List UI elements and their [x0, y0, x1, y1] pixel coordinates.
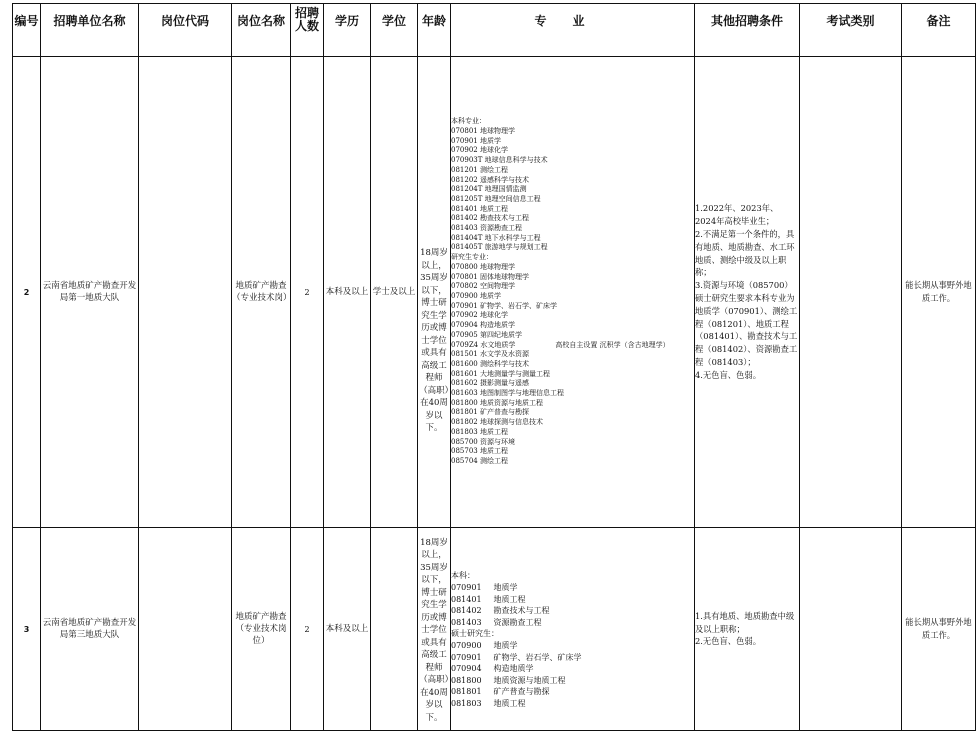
- row-major: [451, 57, 695, 528]
- major-name: 大地测量学与测量工程: [477, 369, 550, 378]
- major-item: [451, 224, 694, 234]
- major-name: 构造地质学: [477, 321, 515, 330]
- major-code: 081802: [451, 418, 478, 427]
- major-name: 地质资源与地质工程: [491, 675, 566, 685]
- major-name: 地质工程: [491, 594, 526, 604]
- major-name: 资源与环境: [477, 437, 515, 446]
- major-name: 旅游地学与规划工程: [482, 243, 548, 252]
- major-name: 矿物学、岩石学、矿床学: [477, 301, 557, 310]
- row-remarks: 能长期从事野外地质工作。: [902, 57, 976, 528]
- major-item: [451, 292, 694, 302]
- major-name: 地图制图学与地理信息工程: [477, 389, 564, 398]
- major-item: [451, 321, 694, 331]
- major-item: [451, 698, 694, 710]
- major-name: 地质工程: [491, 698, 526, 708]
- row-exam-type: [800, 57, 902, 528]
- major-name: 矿产普查与勘探: [477, 408, 529, 417]
- major-item: [451, 127, 694, 137]
- major-code: 081403: [451, 617, 482, 627]
- major-name: 地球信息科学与技术: [482, 156, 548, 165]
- major-item: [451, 137, 694, 147]
- table-row: [13, 528, 976, 731]
- major-name: 遥感科学与技术: [477, 175, 529, 184]
- major-name: 水文地质学: [478, 340, 516, 349]
- major-code: 070903T: [451, 156, 483, 165]
- header-degree: 学位: [371, 4, 418, 57]
- major-item: [451, 675, 694, 687]
- major-code: 070901: [451, 583, 482, 593]
- major-item: [451, 253, 694, 263]
- major-code: 070900: [451, 292, 478, 300]
- header-other-conditions: 其他招聘条件: [695, 4, 800, 57]
- row-post-code: [139, 528, 232, 731]
- major-item: [451, 370, 694, 380]
- major-item: [451, 214, 694, 224]
- row-remarks: 能长期从事野外地质工作。: [902, 528, 976, 731]
- major-name: 地质工程: [477, 204, 508, 213]
- header-post-name: 岗位名称: [232, 4, 291, 57]
- row-age: [418, 57, 451, 528]
- major-code: 070902: [451, 146, 478, 155]
- row-age: [418, 528, 451, 731]
- row-other-conditions: [695, 528, 800, 731]
- major-code: 081501: [451, 350, 478, 359]
- major-code: 081201: [451, 165, 478, 174]
- major-code: 081401: [451, 204, 478, 213]
- major-item: [451, 282, 694, 292]
- major-name: 地球物理学: [477, 127, 515, 136]
- major-name: 固体地球物理学: [477, 272, 529, 281]
- row-education: 本科及以上: [324, 57, 371, 528]
- major-name: 地质工程: [477, 427, 508, 436]
- major-name: 地下水科学与工程: [482, 233, 541, 242]
- header-remarks: 备注: [902, 4, 976, 57]
- row-post-name: 地质矿产勘查（专业技术岗）: [232, 57, 291, 528]
- major-name: 矿物学、岩石学、矿床学: [491, 652, 582, 662]
- row-no: 2: [13, 57, 41, 528]
- major-name: 地球探测与信息技术: [477, 418, 543, 427]
- major-code: 081404T: [451, 233, 483, 242]
- major-name: 地质学: [477, 136, 501, 145]
- major-code: 070902: [451, 311, 478, 320]
- major-item: [451, 582, 694, 594]
- major-name: 地质学: [477, 292, 501, 300]
- major-item: [451, 399, 694, 409]
- major-code: 081403: [451, 224, 478, 233]
- major-item: [451, 302, 694, 312]
- major-item: [451, 408, 694, 418]
- major-name: 资源勘查工程: [477, 224, 522, 233]
- header-major: [451, 4, 695, 57]
- header-major-label: 专业: [534, 14, 611, 28]
- major-name: 勘查技术与工程: [491, 606, 550, 616]
- major-code: 070802: [451, 282, 478, 291]
- major-code: 0709Z4: [451, 340, 479, 349]
- major-item: [451, 428, 694, 438]
- major-name: 地球化学: [477, 146, 508, 155]
- major-name: 测绘科学与技术: [477, 359, 529, 368]
- major-item: [451, 195, 694, 205]
- major-item: [451, 166, 694, 176]
- major-item: [451, 640, 694, 652]
- major-item: [451, 652, 694, 664]
- major-item: [451, 311, 694, 321]
- major-name: 资源勘查工程: [491, 617, 542, 627]
- condition-line: 1.2022年、2023年、2024年高校毕业生；: [695, 203, 779, 227]
- major-item: [451, 350, 694, 360]
- major-code: 070800: [451, 262, 478, 271]
- major-code: 081205T: [451, 194, 483, 203]
- header-unit: 招聘单位名称: [41, 4, 139, 57]
- major-code: 085703: [451, 447, 478, 456]
- major-code: 070901: [451, 301, 478, 310]
- major-item: [451, 331, 694, 341]
- major-code: 081801: [451, 408, 478, 417]
- major-item: [451, 617, 694, 629]
- major-name: 地理国情监测: [482, 185, 527, 194]
- major-extra-note: 高校自主设置 沉积学（含古地理学）: [555, 340, 670, 349]
- major-list: [451, 570, 694, 709]
- major-code: 本科专业：: [451, 117, 486, 126]
- major-code: 081402: [451, 214, 478, 223]
- condition-line: 4.无色盲、色弱。: [695, 369, 761, 380]
- major-name: 地球物理学: [477, 262, 515, 271]
- major-name: 空间物理学: [477, 282, 515, 291]
- major-code: 081800: [451, 675, 482, 685]
- major-item: [451, 273, 694, 283]
- condition-line: 2.无色盲、色弱。: [695, 636, 761, 647]
- major-code: 070901: [451, 136, 478, 145]
- row-unit: 云南省地质矿产勘查开发局第三地质大队: [41, 528, 139, 731]
- major-item: [451, 117, 694, 127]
- major-item: [451, 570, 694, 582]
- major-code: 硕士研究生：: [451, 629, 499, 639]
- major-item: [451, 146, 694, 156]
- major-code: 081402: [451, 606, 482, 616]
- major-item: [451, 628, 694, 640]
- header-age: 年龄: [418, 4, 451, 57]
- major-code: 081803: [451, 427, 478, 436]
- major-item: [451, 341, 694, 351]
- major-code: 081202: [451, 175, 478, 184]
- major-code: 081800: [451, 398, 478, 407]
- major-item: [451, 379, 694, 389]
- major-item: [451, 447, 694, 457]
- major-code: 081405T: [451, 243, 483, 252]
- major-item: [451, 663, 694, 675]
- header-exam-type: 考试类别: [800, 4, 902, 57]
- row-count: 2: [291, 57, 324, 528]
- recruitment-table: [12, 3, 976, 731]
- major-item: [451, 205, 694, 215]
- major-code: 081401: [451, 594, 482, 604]
- major-name: 第四纪地质学: [477, 330, 522, 339]
- major-name: 矿产普查与勘探: [491, 687, 550, 697]
- major-item: [451, 389, 694, 399]
- major-item: [451, 263, 694, 273]
- major-code: 081801: [451, 687, 482, 697]
- header-no: 编号: [13, 4, 41, 57]
- row-unit: 云南省地质矿产勘查开发局第一地质大队: [41, 57, 139, 528]
- major-item: [451, 360, 694, 370]
- major-name: 地理空间信息工程: [482, 194, 541, 203]
- major-code: 081204T: [451, 185, 483, 194]
- major-name: 地质学: [491, 583, 518, 593]
- header-row: [13, 4, 976, 57]
- row-degree: [371, 528, 418, 731]
- major-item: [451, 243, 694, 253]
- condition-line: 3.资源与环境（085700）硕士研究生要求本科专业为地质学（070901）、测绘工程（081201）、地质工程（081401）、勘查技术与工程（081402）、资源勘查工程（081403）；: [695, 280, 798, 367]
- major-name: 构造地质学: [491, 664, 534, 674]
- major-item: [451, 594, 694, 606]
- major-name: 水文学及水资源: [477, 350, 529, 359]
- major-name: 摄影测量与遥感: [477, 379, 529, 388]
- row-count: 2: [291, 528, 324, 731]
- major-item: [451, 457, 694, 467]
- row-other-conditions-text: [695, 202, 799, 381]
- major-code: 070904: [451, 664, 482, 674]
- header-education: 学历: [324, 4, 371, 57]
- row-major: [451, 528, 695, 731]
- major-code: 本科：: [451, 571, 475, 581]
- major-name: 勘查技术与工程: [477, 214, 529, 223]
- major-list: [451, 117, 694, 466]
- major-name: 测绘工程: [477, 165, 508, 174]
- major-code: 070904: [451, 321, 478, 330]
- major-code: 070801: [451, 272, 478, 281]
- major-code: 070905: [451, 330, 478, 339]
- row-age-text: 18周岁以上，35周岁以下，博士研究生学历或博士学位或具有高级工程师（高职）在40周岁以下。: [419, 537, 449, 723]
- major-item: [451, 418, 694, 428]
- header-count: 招聘人数: [291, 4, 324, 57]
- row-post-code: [139, 57, 232, 528]
- major-name: 地质工程: [477, 447, 508, 456]
- row-exam-type: [800, 528, 902, 731]
- row-other-conditions: [695, 57, 800, 528]
- row-education: 本科及以上: [324, 528, 371, 731]
- major-code: 081601: [451, 369, 478, 378]
- major-code: 085704: [451, 456, 478, 465]
- major-code: 研究生专业：: [451, 253, 493, 262]
- table-row: [13, 57, 976, 528]
- major-code: 070801: [451, 127, 478, 136]
- major-item: [451, 605, 694, 617]
- major-code: 085700: [451, 437, 478, 446]
- major-code: 070900: [451, 641, 482, 650]
- major-name: 地质资源与地质工程: [477, 398, 543, 407]
- row-no: 3: [13, 528, 41, 731]
- major-item: [451, 185, 694, 195]
- major-item: [451, 156, 694, 166]
- major-code: 081602: [451, 379, 478, 388]
- row-other-conditions-text: [695, 610, 799, 648]
- header-post-code: 岗位代码: [139, 4, 232, 57]
- major-code: 081600: [451, 359, 478, 368]
- major-item: [451, 686, 694, 698]
- major-name: 地质学: [491, 641, 518, 650]
- row-age-text: 18周岁以上，35周岁以下，博士研究生学历或博士学位或具有高级工程师（高职）在40周岁以下。: [419, 248, 449, 434]
- condition-line: 1.具有地质、地质勘查中级及以上职称；: [695, 610, 795, 634]
- row-degree: 学士及以上: [371, 57, 418, 528]
- condition-line: 2.不满足第一个条件的，具有地质、地质勘查、水工环地质、测绘中级及以上职称；: [695, 229, 795, 278]
- major-name: 测绘工程: [477, 456, 508, 465]
- major-code: 070901: [451, 652, 482, 662]
- major-name: 地球化学: [477, 311, 508, 320]
- major-code: 081603: [451, 389, 478, 398]
- major-item: [451, 176, 694, 186]
- major-code: 081803: [451, 698, 482, 708]
- row-post-name: 地质矿产勘查（专业技术岗位）: [232, 528, 291, 731]
- major-item: [451, 438, 694, 448]
